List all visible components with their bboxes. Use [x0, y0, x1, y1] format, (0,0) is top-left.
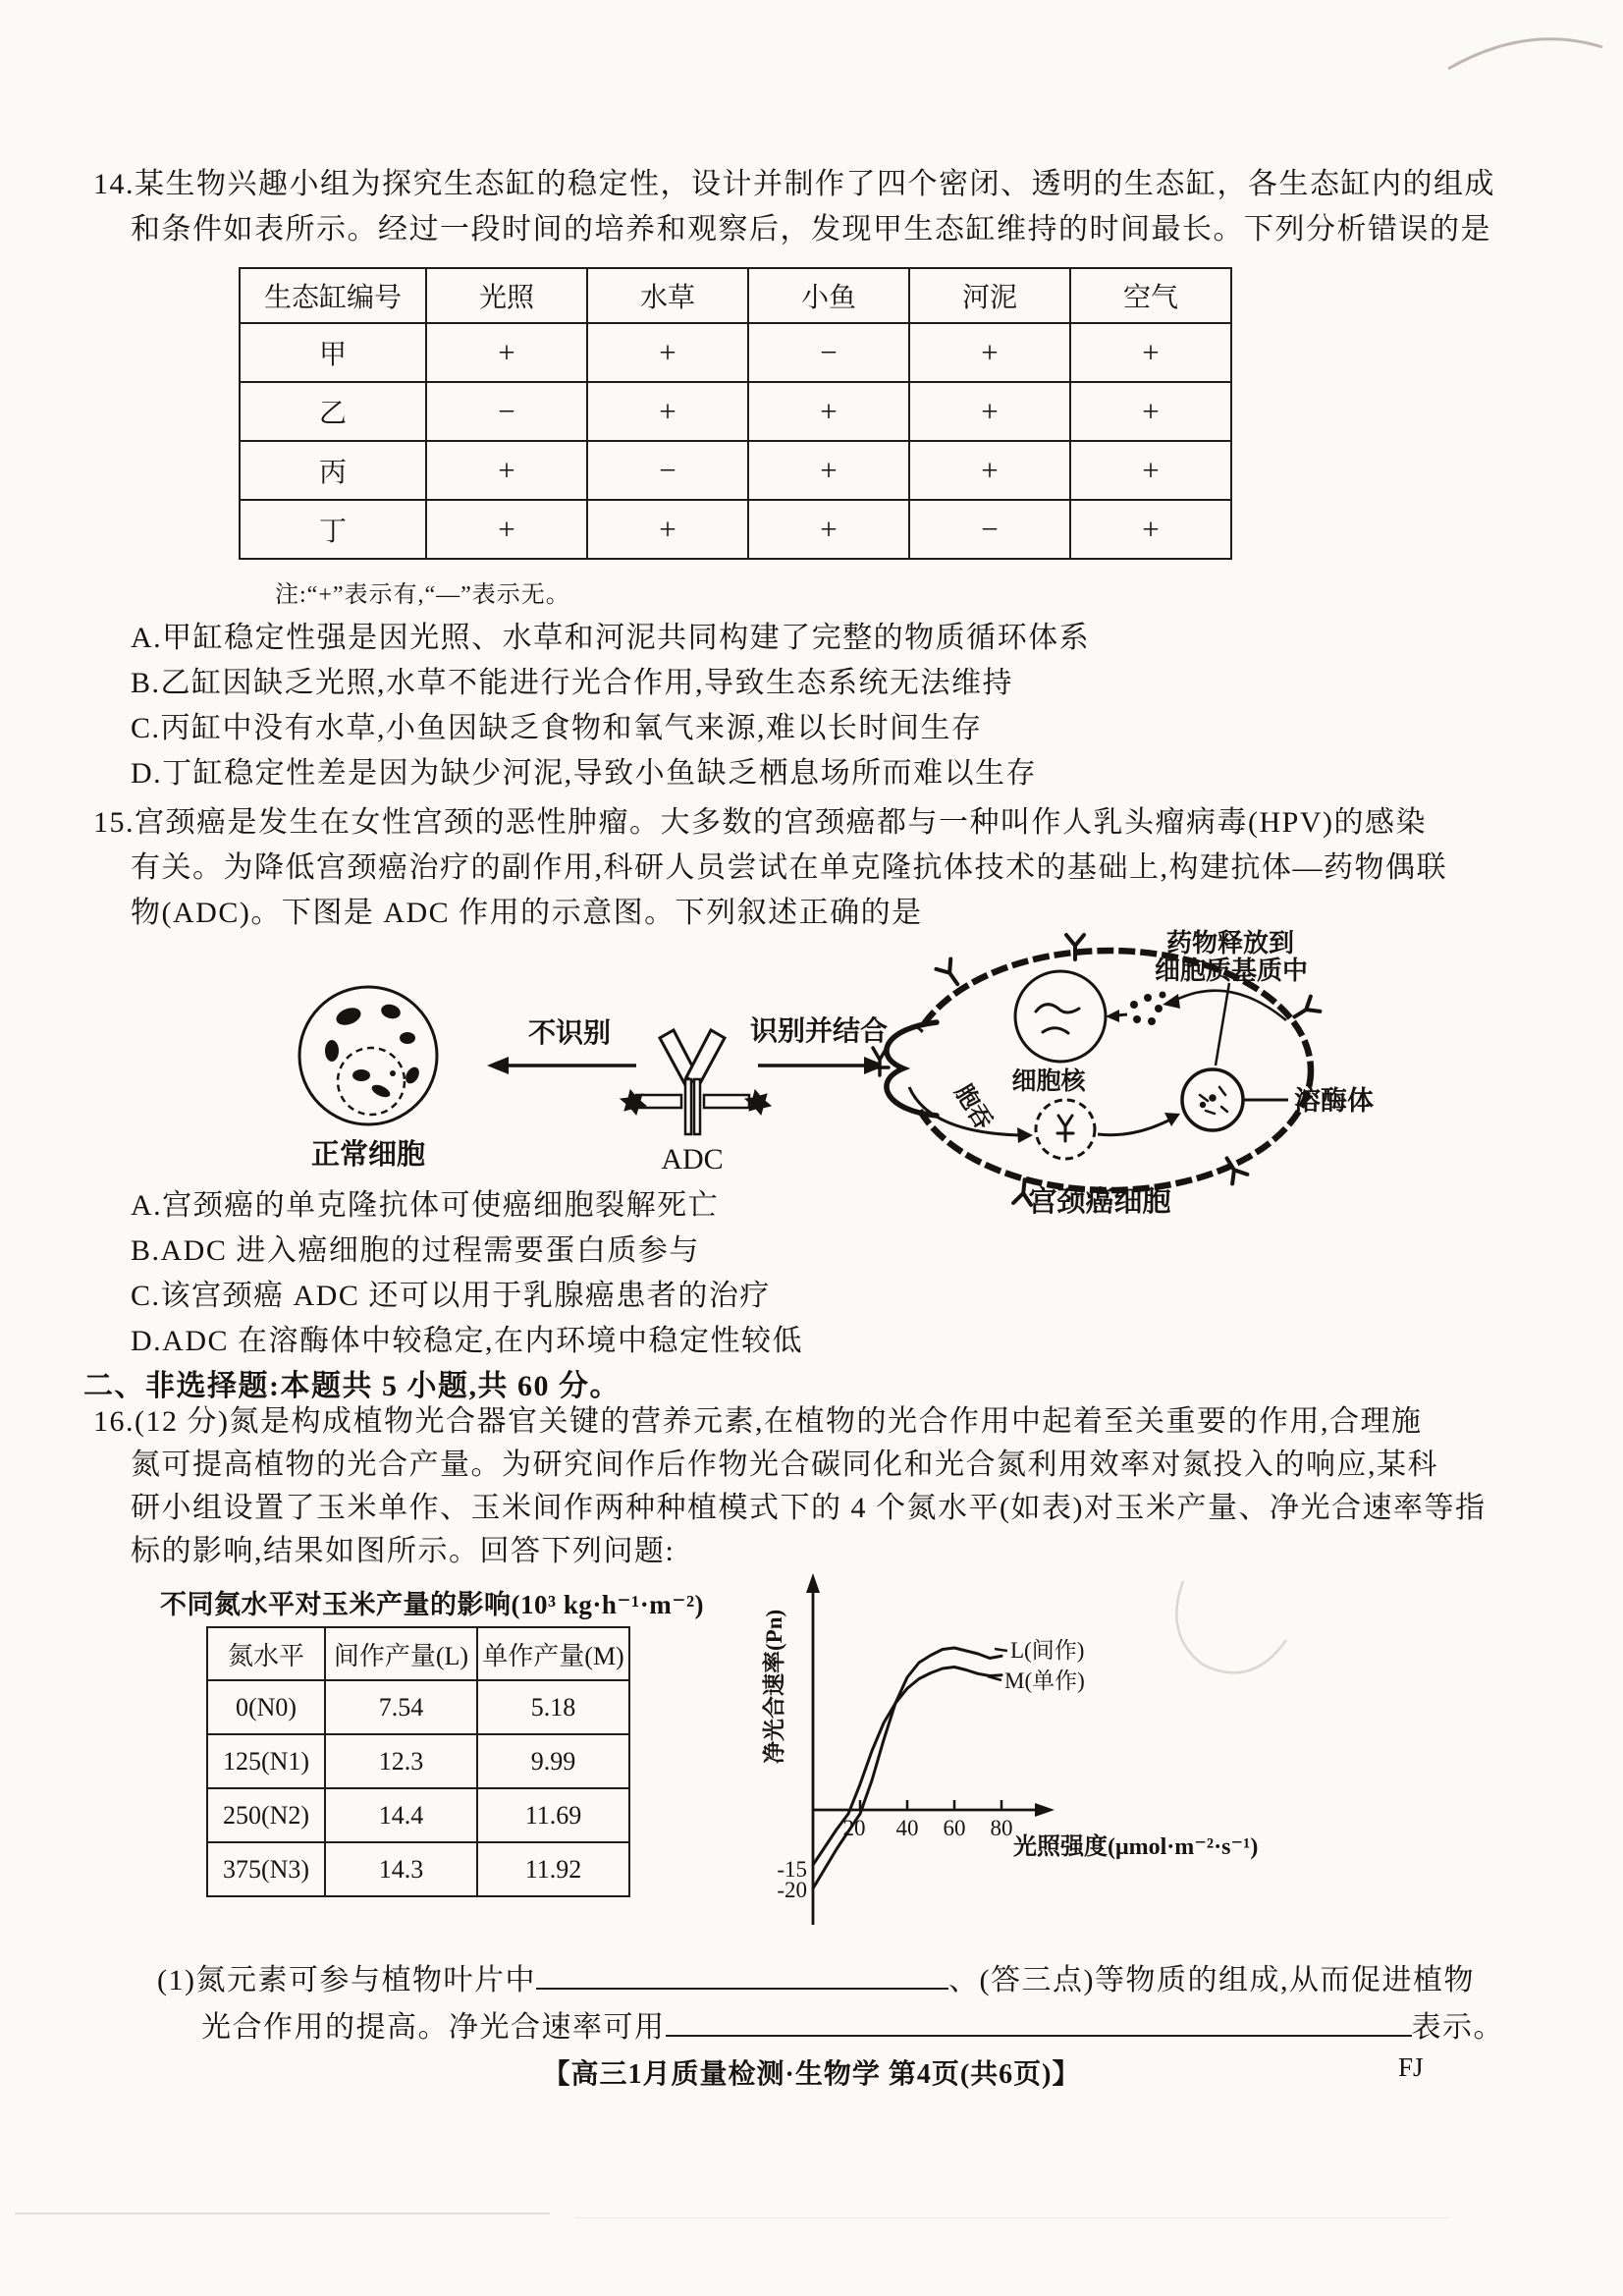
x-tick-20: 20 [842, 1816, 866, 1840]
normal-cell-label: 正常细胞 [310, 1139, 426, 1171]
adc-antibody [621, 1030, 771, 1134]
cell: + [909, 441, 1070, 500]
y-axis-label: 净光合速率(Pn) [762, 1609, 786, 1764]
cell: − [748, 323, 909, 382]
cell: + [587, 323, 748, 382]
adc-label: ADC [661, 1143, 724, 1175]
adc-in-vesicle [1057, 1116, 1073, 1141]
cell: 14.3 [325, 1842, 477, 1896]
cell: + [909, 382, 1070, 441]
y-axis-arrow-icon [806, 1573, 820, 1593]
q16-stem-line-2: 氮可提高植物的光合产量。为研究间作后作物光合碳同化和光合氮利用效率对氮投入的响应,某科 [131, 1449, 1438, 1481]
q14-stem-line-2: 和条件如表所示。经过一段时间的培养和观察后，发现甲生态缸维持的时间最长。下列分析错误的是 [131, 213, 1491, 246]
q15-stem-line-3: 物(ADC)。下图是 ADC 作用的示意图。下列叙述正确的是 [131, 897, 923, 929]
cell: + [748, 441, 909, 500]
table-header-row [207, 1627, 629, 1680]
answer-blank-2 [666, 2003, 1412, 2037]
scan-artifact-top-right [1443, 18, 1610, 77]
cell: 125(N1) [207, 1734, 325, 1788]
q16-sub1-line2-before: 光合作用的提高。净光合速率可用 [201, 2011, 666, 2044]
section-2-heading: 二、非选择题:本题共 5 小题,共 60 分。 [83, 1370, 621, 1402]
cell: 14.4 [325, 1788, 477, 1842]
x-tick-60: 60 [943, 1816, 966, 1840]
cancer-cell-label: 宫颈癌细胞 [1028, 1186, 1171, 1218]
q14-option-d: D.丁缸稳定性差是因为缺少河泥,导致小鱼缺乏栖息场所而难以生存 [131, 757, 1038, 790]
table-row-bing [240, 441, 1231, 500]
cell: + [426, 500, 587, 559]
q15-option-d: D.ADC 在溶酶体中较稳定,在内环境中稳定性较低 [131, 1325, 804, 1357]
table-row-jia [240, 323, 1231, 382]
q14-option-a: A.甲缸稳定性强是因光照、水草和河泥共同构建了完整的物质循环体系 [131, 622, 1091, 654]
recognize-bind-label: 识别并结合 [749, 1016, 889, 1047]
q16-table-title: 不同氮水平对玉米产量的影响(10³ kg·h⁻¹·m⁻²) [160, 1590, 705, 1619]
normal-cell [299, 987, 437, 1124]
q16-sub1-text-after: 、(答三点)等物质的组成,从而促进植物 [947, 1964, 1475, 1996]
recognize-bind-arrow [758, 1057, 886, 1074]
col-header-n-level: 氮水平 [207, 1627, 325, 1680]
cell: 0(N0) [207, 1680, 325, 1734]
table-header-row [240, 268, 1231, 323]
col-header-light: 光照 [426, 268, 587, 323]
cell: 7.54 [325, 1680, 477, 1734]
scan-artifact-line [15, 2213, 550, 2214]
endocytosis-arrow-icon [1017, 1127, 1033, 1143]
released-drug-dots [1130, 992, 1166, 1026]
cell: + [748, 382, 909, 441]
q15-stem-line-1: 15.宫颈癌是发生在女性宫颈的恶性肿瘤。大多数的宫颈癌都与一种叫作人乳头瘤病毒(HPV)的感染 [93, 806, 1427, 839]
q16-sub1-text-before: (1)氮元素可参与植物叶片中 [157, 1964, 536, 1996]
drug-release-label-2: 细胞质基质中 [1155, 957, 1309, 985]
q16-sub1-line2-after: 表示。 [1411, 2011, 1504, 2044]
q16-stem-line-1: 16.(12 分)氮是构成植物光合器官关键的营养元素,在植物的光合作用中起着至关重要的作用,合理施 [93, 1405, 1423, 1438]
to-lysosome-arrow-icon [1164, 1113, 1180, 1126]
cell: 11.69 [477, 1788, 629, 1842]
cell: + [587, 500, 748, 559]
x-tick-80: 80 [990, 1816, 1013, 1840]
nucleus [1015, 971, 1106, 1062]
adc-mechanism-diagram [245, 918, 1404, 1218]
cell: − [587, 441, 748, 500]
cell: + [1070, 323, 1231, 382]
cell: + [1070, 500, 1231, 559]
cell: 12.3 [325, 1734, 477, 1788]
row-label: 甲 [240, 323, 426, 382]
col-header-fish: 小鱼 [748, 268, 909, 323]
scan-artifact-line [574, 2217, 1448, 2218]
q16-sub1-line-1 [157, 1956, 1475, 2000]
cell: + [1070, 441, 1231, 500]
q16-sub1-line-2 [201, 2003, 1504, 2048]
cell: + [426, 323, 587, 382]
cell: 375(N3) [207, 1842, 325, 1896]
net-photosynthesis-chart [756, 1542, 1306, 1974]
arrow-to-nucleus-icon [1106, 1010, 1119, 1022]
col-header-air: 空气 [1070, 268, 1231, 323]
table-row-n0 [207, 1680, 629, 1734]
series-label-M: M(单作) [1004, 1668, 1085, 1693]
nucleus-label: 细胞核 [1011, 1068, 1086, 1095]
no-recognize-label: 不识别 [527, 1018, 612, 1049]
col-header-mud: 河泥 [909, 268, 1070, 323]
y-tick-minus15: -15 [777, 1857, 807, 1882]
x-tick-marks [860, 1800, 1001, 1810]
cell: + [748, 500, 909, 559]
curve-L-intercrop [813, 1648, 1001, 1888]
cell: − [426, 382, 587, 441]
table-row-n2 [207, 1788, 629, 1842]
no-recognize-arrow [487, 1057, 636, 1074]
cell: + [909, 323, 1070, 382]
table-row-yi [240, 382, 1231, 441]
y-tick-minus20: -20 [777, 1878, 807, 1902]
row-label: 乙 [240, 382, 426, 441]
q15-option-c: C.该宫颈癌 ADC 还可以用于乳腺癌患者的治疗 [131, 1280, 771, 1312]
footer-code: FJ [1398, 2052, 1424, 2082]
cell: + [587, 382, 748, 441]
col-header-intercrop-yield: 间作产量(L) [325, 1627, 477, 1680]
arrow-left-icon [487, 1057, 509, 1074]
answer-blank-1 [536, 1956, 948, 1990]
lysosome-label: 溶酶体 [1294, 1086, 1374, 1116]
q14-table-note: 注:“+”表示有,“—”表示无。 [275, 582, 570, 608]
endocytosis-label: 胞吞 [948, 1080, 997, 1134]
q15-option-b: B.ADC 进入癌细胞的过程需要蛋白质参与 [131, 1234, 700, 1267]
page-footer: 【高三1月质量检测·生物学 第4页(共6页)】 [542, 2059, 1081, 2090]
table-row-n1 [207, 1734, 629, 1788]
q14-stem-line-1: 14.某生物兴趣小组为探究生态缸的稳定性，设计并制作了四个密闭、透明的生态缸，各生态缸内的组成 [93, 168, 1495, 200]
cell: + [1070, 382, 1231, 441]
drug-release-label-1: 药物释放到 [1166, 929, 1295, 957]
q14-ecology-jar-table [239, 267, 1232, 560]
table-row-n3 [207, 1842, 629, 1896]
row-label: 丁 [240, 500, 426, 559]
cell: + [426, 441, 587, 500]
q14-option-c: C.丙缸中没有水草,小鱼因缺乏食物和氧气来源,难以长时间生存 [131, 712, 983, 744]
q16-nitrogen-yield-table [206, 1626, 630, 1897]
cell: 5.18 [477, 1680, 629, 1734]
q14-option-b: B.乙缸因缺乏光照,水草不能进行光合作用,导致生态系统无法维持 [131, 667, 1014, 699]
cell: 9.99 [477, 1734, 629, 1788]
col-header-waterweed: 水草 [587, 268, 748, 323]
cell: 11.92 [477, 1842, 629, 1896]
q15-option-a: A.宫颈癌的单克隆抗体可使癌细胞裂解死亡 [131, 1189, 720, 1222]
q15-stem-line-2: 有关。为降低宫颈癌治疗的副作用,科研人员尝试在单克隆抗体技术的基础上,构建抗体—药物偶联 [131, 851, 1447, 884]
x-axis-arrow-icon [1035, 1803, 1055, 1817]
table-row-ding [240, 500, 1231, 559]
cell: − [909, 500, 1070, 559]
x-axis-label: 光照强度(μmol·m⁻²·s⁻¹) [1013, 1834, 1259, 1860]
x-tick-40: 40 [895, 1816, 919, 1840]
q16-stem-line-3: 研小组设置了玉米单作、玉米间作两种种植模式下的 4 个氮水平(如表)对玉米产量、净光合速率等指 [131, 1492, 1487, 1524]
cell: 250(N2) [207, 1788, 325, 1842]
q16-stem-line-4: 标的影响,结果如图所示。回答下列问题: [131, 1535, 676, 1567]
series-label-L: L(间作) [1010, 1638, 1085, 1663]
col-header-jar-id: 生态缸编号 [240, 268, 426, 323]
col-header-monocrop-yield: 单作产量(M) [477, 1627, 629, 1680]
row-label: 丙 [240, 441, 426, 500]
